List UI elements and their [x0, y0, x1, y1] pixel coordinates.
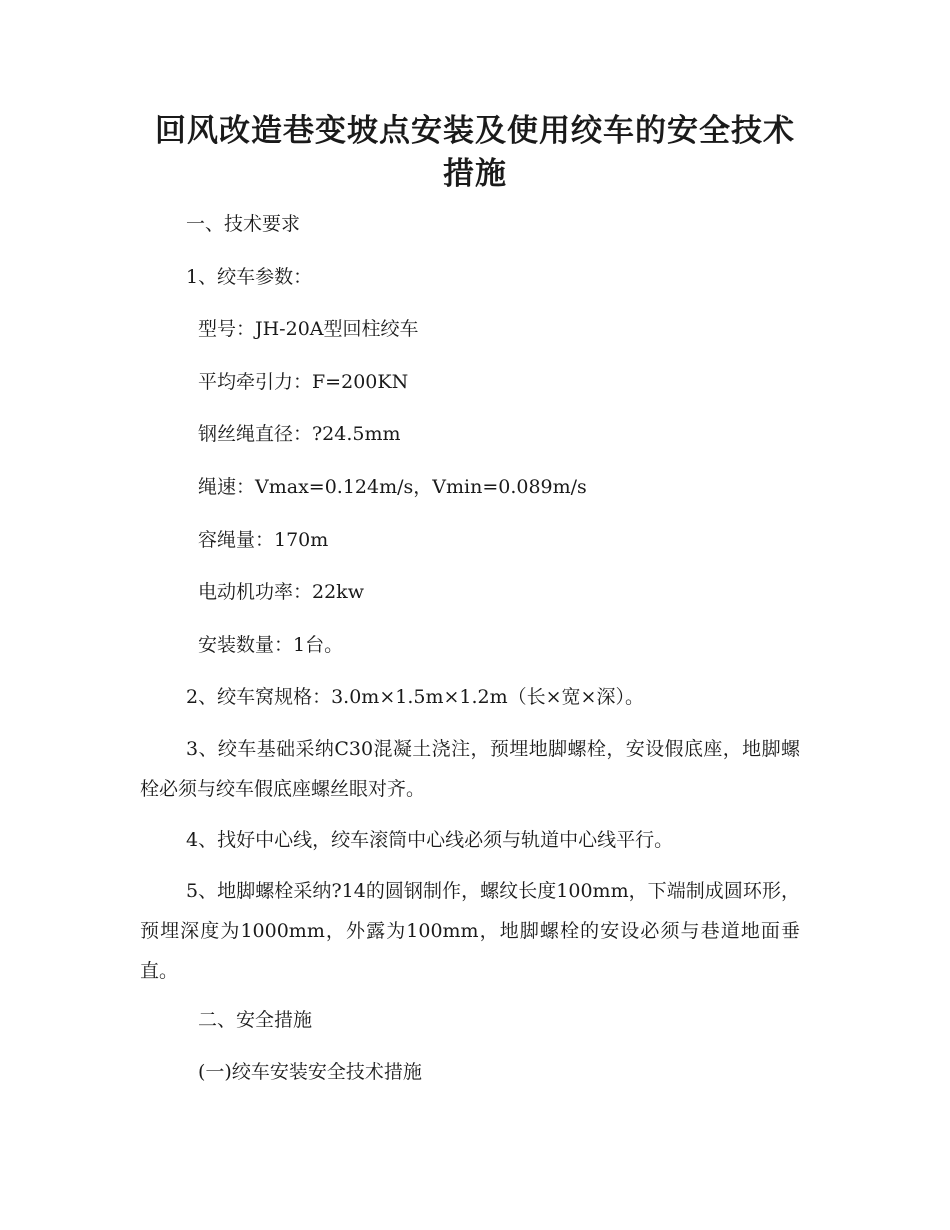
param-model: 型号：JH-20A型回柱绞车 — [198, 318, 419, 340]
param-rope-speed: 绳速：Vmax=0.124m/s，Vmin=0.089m/s — [198, 476, 587, 498]
param-rope-diameter: 钢丝绳直径：?24.5mm — [198, 423, 401, 445]
item-heading-winch-parameters: 1、绞车参数： — [186, 266, 313, 288]
item-winch-foundation: 3、绞车基础采纳C30混凝土浇注，预埋地脚螺栓，安设假底座，地脚螺栓必须与绞车假底座螺丝眼对齐。 — [140, 738, 800, 800]
document-title: 回风改造巷变坡点安装及使用绞车的安全技术措施 — [155, 113, 795, 192]
param-motor-power: 电动机功率：22kw — [198, 581, 364, 603]
item-anchor-bolts: 5、地脚螺栓采纳?14的圆钢制作，螺纹长度100mm，下端制成圆环形，预埋深度为1000mm，外露为100mm，地脚螺栓的安设必须与巷道地面垂直。 — [140, 880, 800, 982]
param-rope-capacity: 容绳量：170m — [198, 529, 329, 551]
section-heading-technical-requirements: 一、技术要求 — [186, 213, 301, 235]
section-heading-safety-measures: 二、安全措施 — [198, 1009, 313, 1031]
subsection-heading-installation-safety: (一)绞车安装安全技术措施 — [198, 1061, 422, 1083]
param-traction: 平均牵引力：F=200KN — [198, 371, 409, 393]
item-center-line: 4、找好中心线，绞车滚筒中心线必须与轨道中心线平行。 — [186, 829, 674, 851]
param-quantity: 安装数量：1台。 — [198, 634, 344, 656]
item-winch-pit-spec: 2、绞车窝规格：3.0m×1.5m×1.2m（长×宽×深）。 — [186, 686, 644, 708]
